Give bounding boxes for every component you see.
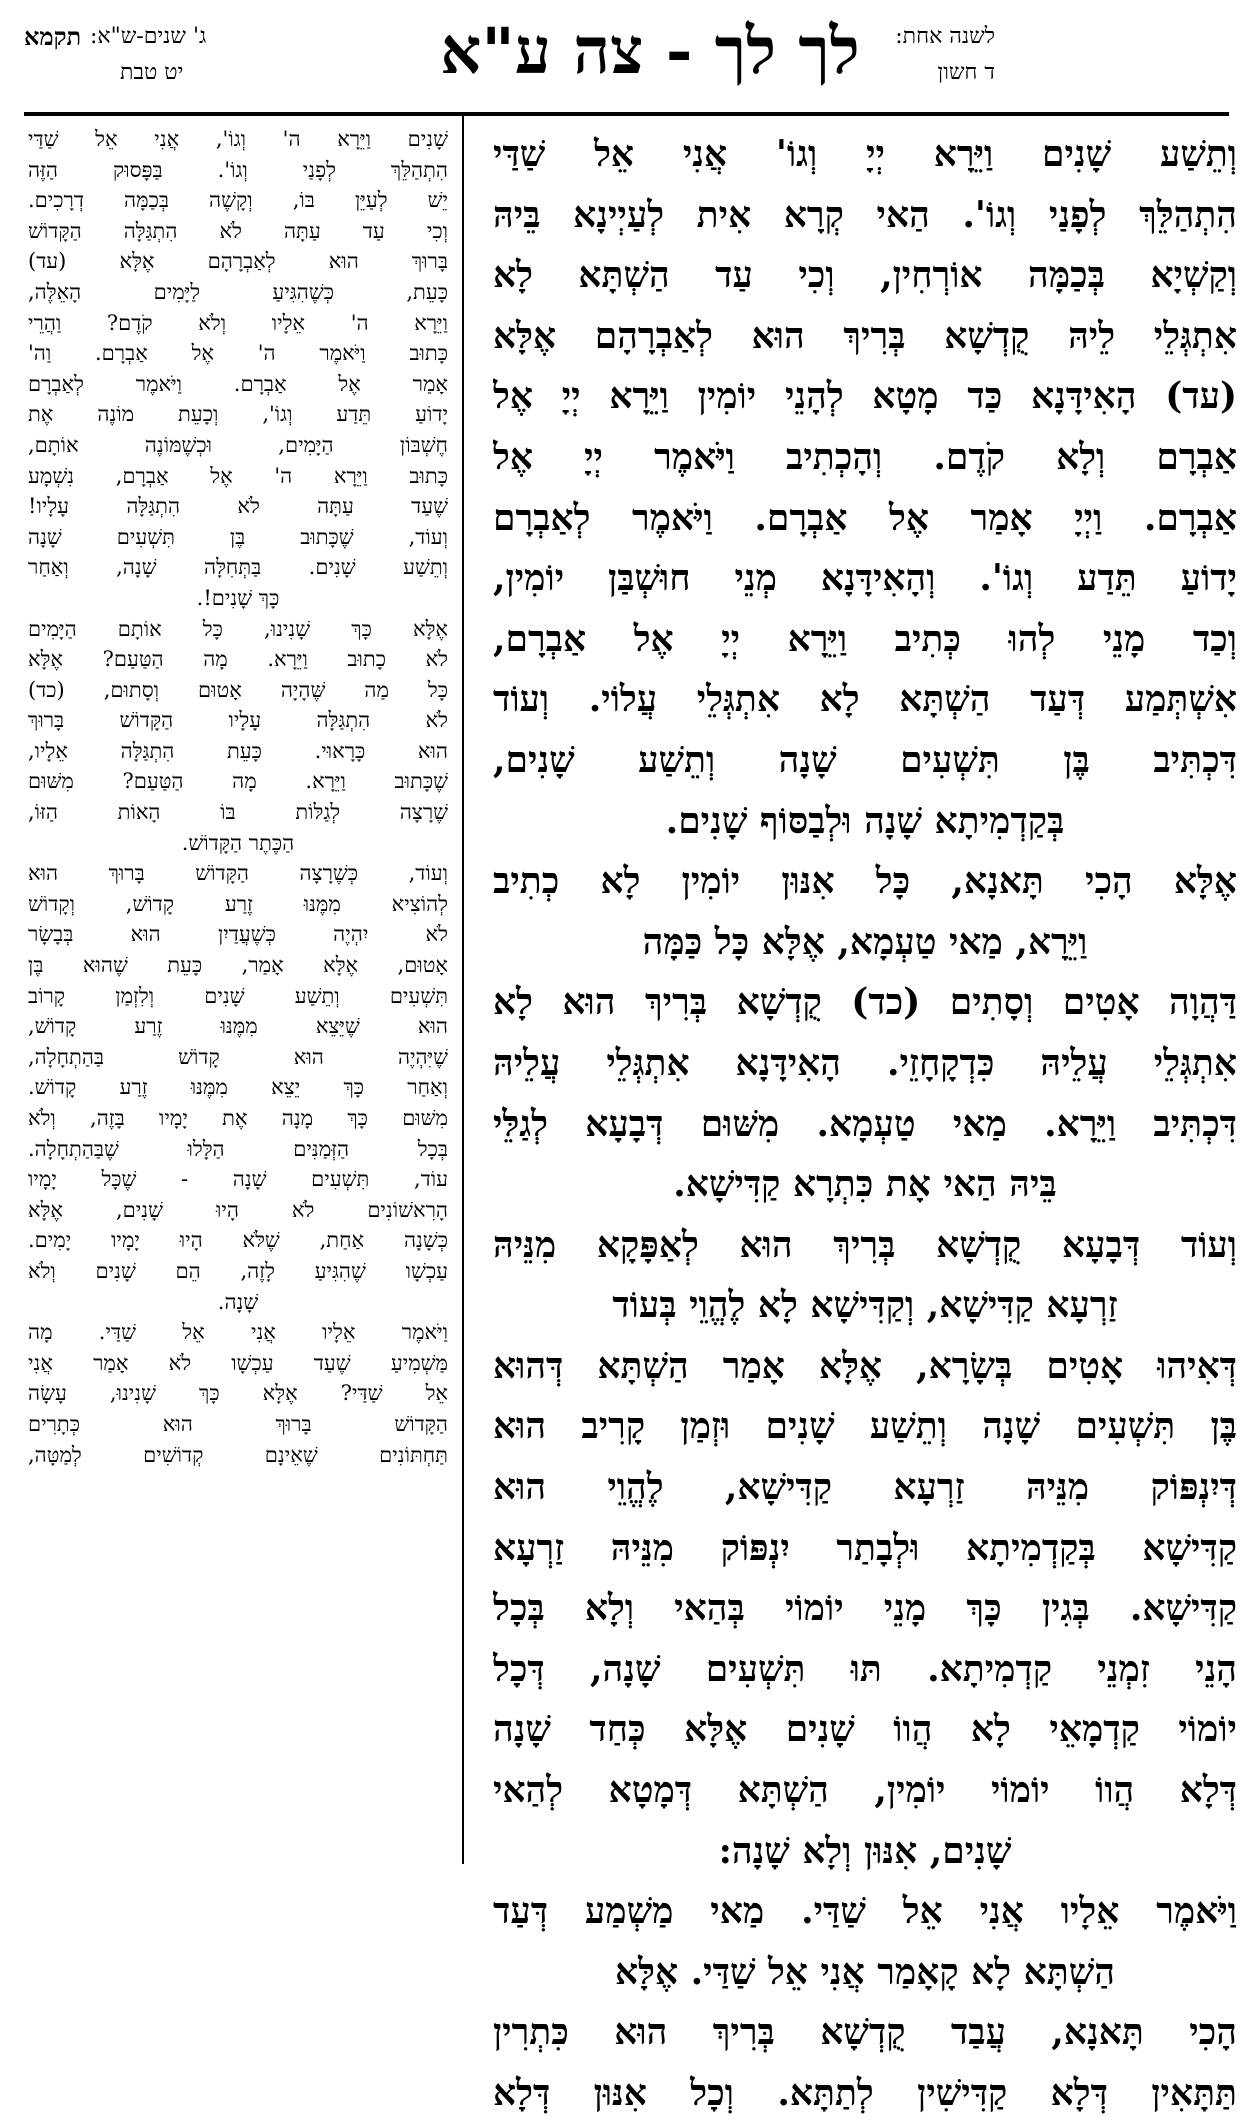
header-left-date: יט טבת: [120, 60, 184, 85]
main-text-line: בֶּן תִּשְׁעִים שָׁנָה וְתֵשַׁע שָׁנִים וּזְמַן קָרִיב הוּא: [493, 1405, 1237, 1448]
commentary-column: [28, 124, 448, 1470]
commentary-line: שָׁנִים וַיֵּרָא ה' וְגוֹ', אֲנִי אֵל שַׁדַּי: [28, 127, 448, 151]
commentary-line: וְתֵשַׁע שָׁנִים. בַּתְּחִלָּה שָׁנָה, וְאַחַר: [28, 555, 448, 580]
commentary-line: וַיֹּאמֶר אֵלָיו אֲנִי אֵל שַׁדַּי. מָה: [28, 1320, 448, 1345]
main-text-line: וַיֹּאמֶר אֵלָיו אֲנִי אֵל שַׁדַּי. מַאי מַשְׁמַע דְּעַד: [493, 1890, 1237, 1933]
column-divider: [462, 116, 464, 1864]
main-text-line: שָׁנִים, אִנּוּן וְלָא שָׁנָה:: [718, 1829, 1012, 1872]
page-number: תקמא: [24, 22, 82, 51]
commentary-line: כָּעֵת, כְּשֶׁהִגִּיעַ לַיָּמִים הָאֵלֶּה,: [28, 279, 448, 304]
header-rule: [24, 112, 1229, 116]
commentary-line: לְהוֹצִיא מִמֶּנּוּ זֶרַע קָדוֹשׁ, וְקָדוֹשׁ: [28, 891, 448, 916]
header-right-date: ד חשון: [937, 60, 995, 85]
commentary-line: הַקָּדוֹשׁ בָּרוּךְ הוּא כְּתָרִים: [28, 1411, 448, 1436]
main-text-line: אַבְרָם. וַיְיָ אָמַר אֶל אַבְרָם. וַיֹּאמֶר לְאַבְרָם: [493, 496, 1237, 539]
commentary-line: שֶׁכָּתוּב וַיֵּרָא. מָה הַטַּעַם? מִשּׁוּם: [28, 769, 448, 794]
commentary-line: יֵשׁ לְעַיֵּן בּוֹ, וְקָשֶׁה בְּכַמָּה דְרָכִים.: [28, 188, 448, 213]
commentary-line: וְכִי עַד עַתָּה לֹא הִתְגַּלָּה הַקָּדוֹשׁ: [28, 218, 448, 243]
commentary-line: הָרִאשׁוֹנִים לֹא הָיוּ שָׁנִים, אֶלָּא: [28, 1197, 448, 1222]
commentary-line: מִשּׁוּם כָּךְ מָנָה אֶת יָמָיו בָּזֶה, וְלֹא: [28, 1106, 448, 1130]
commentary-line: וַיֵּרָא ה' אֵלָיו וְלֹא קֹדֶם? וַהֲרֵי: [28, 310, 448, 335]
commentary-line: הִתְהַלֵּךְ לְפָנַי וְגוֹ'. בַּפָּסוּק הַזֶּה: [28, 157, 448, 182]
commentary-line: וְעוֹד, שֶׁכָּתוּב בֶּן תִּשְׁעִים שָׁנָה: [28, 524, 448, 549]
commentary-line: כְּשָׁנָה אַחַת, שֶׁלֹּא הָיוּ יָמָיו יָמִים.: [28, 1228, 448, 1253]
commentary-line: לֹא הִתְגַּלָּה עָלָיו הַקָּדוֹשׁ בָּרוּךְ: [28, 708, 448, 733]
main-text-line: אִשְׁתְּמַע דְּעַד הַשְׁתָּא לָא אִתְגְּלֵי עֲלוֹי. וְעוֹד: [493, 678, 1237, 721]
commentary-line: מַּשְׁמִיעַ שֶׁעַד עַכְשָׁו לֹא אָמַר אֲנִי: [28, 1350, 448, 1375]
main-text-line: אַבְרָם וְלָא קֹדֶם. וְהָכְתִיב וַיֹּאמֶר יְיָ אֶל: [493, 435, 1237, 478]
commentary-line: תַּחְתּוֹנִים שֶׁאֵינָם קְדוֹשִׁים לְמַטָּה,: [28, 1442, 448, 1467]
main-text-line: יָדוֹעַ תֵּדַע וְגוֹ'. וְהָאִידָּנָא מְנֵי חוּשְׁבַּן יוֹמִין,: [493, 557, 1237, 600]
main-text-line: וְכַד מָנֵי לְהוּ כְּתִיב וַיֵּרָא יְיָ אֶל אַבְרָם,: [493, 617, 1237, 660]
main-text-line: וְתֵשַׁע שָׁנִים וַיֵּרָא יְיָ וְגוֹ' אֲנִי אֵל שַׁדַּי: [493, 133, 1237, 175]
commentary-line: אֶלָּא כָּךְ שָׁנִינוּ, כָּל אוֹתָם הַיָּמִים: [28, 616, 448, 641]
commentary-line: יָדוֹעַ תֵּדַע וְגוֹ', וְכָעֵת מוֹנֶה אֶת: [28, 402, 448, 427]
commentary-line: תִּשְׁעִים וְתֵשַׁע שָׁנִים וְלִזְמַן קָרוֹב: [28, 983, 448, 1008]
commentary-line: כָּתוּב וַיֹּאמֶר ה' אֶל אַבְרָם. וַה': [28, 341, 448, 366]
commentary-line: עוֹד, תִּשְׁעִים שָׁנָה - שֶׁכָּל יָמָיו: [28, 1167, 448, 1192]
commentary-line: כָּתוּב וַיֵּרָא ה' אֶל אַבְרָם, נִשְׁמָע: [28, 463, 448, 488]
commentary-line: בְּכָל הַזְּמַנִּים הַלָּלוּ שֶׁבַּהַתְחָלָה.: [28, 1136, 448, 1161]
main-text-line: וַיֵּרָא, מַאי טַעְמָא, אֶלָּא כָּל כַּמָּה: [642, 920, 1088, 963]
commentary-line: וְאַחַר כָּךְ יֵצֵא מִמֶּנּוּ זֶרַע קָדוֹשׁ.: [28, 1075, 448, 1100]
commentary-line: שָׁנָה.: [217, 1289, 259, 1314]
commentary-line: כָּךְ שָׁנִים!.: [196, 585, 280, 610]
commentary-line: אָמַר אֶל אַבְרָם. וַיֹּאמֶר לְאַבְרָם: [28, 371, 448, 396]
header-left-date-label: ג' שנים-ש"א:: [90, 24, 207, 49]
main-text-line: דַּהֲוָה אָטִים וְסָתִים (כד) קֻדְשָׁא בְּרִיךְ הוּא לָא: [493, 981, 1237, 1024]
commentary-line: אֵל שַׁדַּי? אֶלָּא כָּךְ שָׁנִינוּ, עָשָׂה: [28, 1381, 448, 1406]
main-text-line: הִתְהַלֵּךְ לְפָנַי וְגוֹ'. הַאי קְרָא אִית לְעַיְינָא בֵּיהּ: [493, 193, 1237, 236]
main-text-line: קַדִּישָׁא בְּקַדְמִיתָא וּלְבָתַר יִנְפּוֹק מִנֵּיהּ זַרְעָא: [493, 1526, 1237, 1569]
commentary-line: לֹא כָתוּב וַיֵּרָא. מָה הַטַּעַם? אֶלָּא: [28, 647, 448, 672]
commentary-line: בָּרוּךְ הוּא לְאַבְרָהָם אֶלָּא (עד): [28, 249, 448, 274]
main-text-line: יוֹמוֹי קַדְמָאֵי לָא הֲווֹ שָׁנִים אֶלָּא כְּחַד שָׁנָה: [493, 1708, 1237, 1751]
main-text-line: קַדִּישָׁא. בְּגִין כָּךְ מָנֵי יוֹמוֹי בְּהַאי וְלָא בְּכָל: [493, 1587, 1237, 1630]
commentary-line: וְעוֹד, כְּשֶׁרָצָה הַקָּדוֹשׁ בָּרוּךְ הוּא: [28, 861, 448, 886]
main-text-line: אִתְגְּלֵי עֲלֵיהּ כִּדְקָחָזֵי. הָאִידָּנָא אִתְגְּלֵי עֲלֵיהּ: [493, 1041, 1237, 1084]
commentary-line: עַכְשָׁו שֶׁהִגִּיעַ לָזֶה, הֵם שָׁנִים וְלֹא: [28, 1258, 448, 1283]
main-text-line: הָנֵי זִמְנֵי קַדְמִיתָא. תּוּ תִּשְׁעִים שָׁנָה, דְּכָל: [493, 1647, 1237, 1690]
main-text-column: [493, 124, 1237, 2124]
main-text-line: (עד) הָאִידָּנָא כַּד מָטָא לְהָנֵי יוֹמִין וַיֵּרָא יְיָ אֶל: [493, 375, 1237, 418]
main-text-line: וְקַשְׁיָא בְּכַמָּה אוֹרְחִין, וְכִי עַד הַשְׁתָּא לָא: [493, 254, 1237, 297]
main-text-line: הָכִי תָּאנָא, עֲבַד קֻדְשָׁא בְּרִיךְ הוּא כִּתְרִין: [493, 2011, 1237, 2054]
main-text-line: אִתְגְּלֵי לֵיהּ קֻדְשָׁא בְּרִיךְ הוּא לְאַבְרָהָם אֶלָּא: [493, 314, 1237, 357]
main-text-line: אֶלָּא הָכִי תָּאנָא, כָּל אִנּוּן יוֹמִין לָא כְתִיב: [493, 860, 1237, 903]
commentary-line: לֹא יִהְיֶה כְּשֶׁעֲדַיִן הוּא בְּבָשָׂר: [28, 922, 448, 947]
commentary-line: שֶׁרָצָה לְגַלּוֹת בּוֹ הָאוֹת הַזּוֹ,: [28, 800, 448, 825]
commentary-line: שֶׁיִּהְיֶה הוּא קָדוֹשׁ בַּהַתְחָלָה,: [28, 1044, 448, 1069]
commentary-line: הוּא כָּרָאוּי. כָּעֵת הִתְגַּלָּה אֵלָיו,: [28, 738, 448, 763]
commentary-line: אָטוּם, אֶלָּא אָמַר, כָּעֵת שֶׁהוּא בֶּן: [28, 953, 448, 978]
commentary-line: שֶׁעַד עַתָּה לֹא הִתְגַּלָּה עָלָיו!: [28, 494, 448, 519]
main-text-line: דִּכְתִּיב וַיֵּרָא. מַאי טַעְמָא. מִשּׁוּם דְּבָעָא לְגַלֵּי: [493, 1102, 1237, 1145]
main-text-line: זַרְעָא קַדִּישָׁא, וְקַדִּישָׁא לָא לֶהֱוֵי בְּעוֹד: [612, 1284, 1118, 1327]
page-title: לך לך - צה ע"א: [440, 14, 860, 89]
commentary-line: כָּל מַה שֶּׁהָיָה אָטוּם וְסָתוּם, (כד): [28, 677, 448, 702]
main-text-line: דְּיִנְפּוֹק מִנֵּיהּ זַרְעָא קַדִּישָׁא, לֶהֱוֵי הוּא: [493, 1466, 1237, 1509]
main-text-line: בֵּיהּ הַאי אָת כִּתְרָא קַדִּישָׁא.: [673, 1163, 1057, 1206]
main-text-line: דְּאִיהוּ אָטִים בְּשָׂרָא, אֶלָּא אָמַר הַשְׁתָּא דְּהוּא: [493, 1344, 1237, 1387]
main-text-line: הַשְׁתָּא לָא קָאָמַר אֲנִי אֵל שַׁדַּי. אֶלָּא: [615, 1950, 1115, 1993]
header-right-date-label: לשנה אחת:: [895, 24, 995, 49]
main-text-line: דְּלָא הֲווֹ יוֹמוֹי יוֹמִין, הַשְׁתָּא דְּמָטָא לְהַאי: [493, 1769, 1237, 1812]
commentary-line: הַכֶּתֶר הַקָּדוֹשׁ.: [181, 830, 295, 855]
main-text-line: תַּתָּאִין דְּלָא קַדִּישִׁין לְתַתָּא. וְכָל אִנּוּן דְּלָא: [493, 2072, 1237, 2114]
commentary-line: הוּא שֶׁיֵּצֵא מִמֶּנּוּ זֶרַע קָדוֹשׁ,: [28, 1014, 448, 1039]
main-text-line: בְּקַדְמִיתָא שָׁנָה וּלְבַסּוֹף שָׁנִים.: [665, 799, 1065, 842]
main-text-line: וְעוֹד דְּבָעָא קֻדְשָׁא בְּרִיךְ הוּא לְאַפָּקָא מִנֵּיהּ: [493, 1223, 1237, 1266]
main-text-line: דִּכְתִּיב בֶּן תִּשְׁעִים שָׁנָה וְתֵשַׁע שָׁנִים,: [493, 738, 1237, 781]
commentary-line: חֶשְׁבּוֹן הַיָּמִים, וּכְשֶׁמּוֹנֶה אוֹתָם,: [28, 432, 448, 457]
